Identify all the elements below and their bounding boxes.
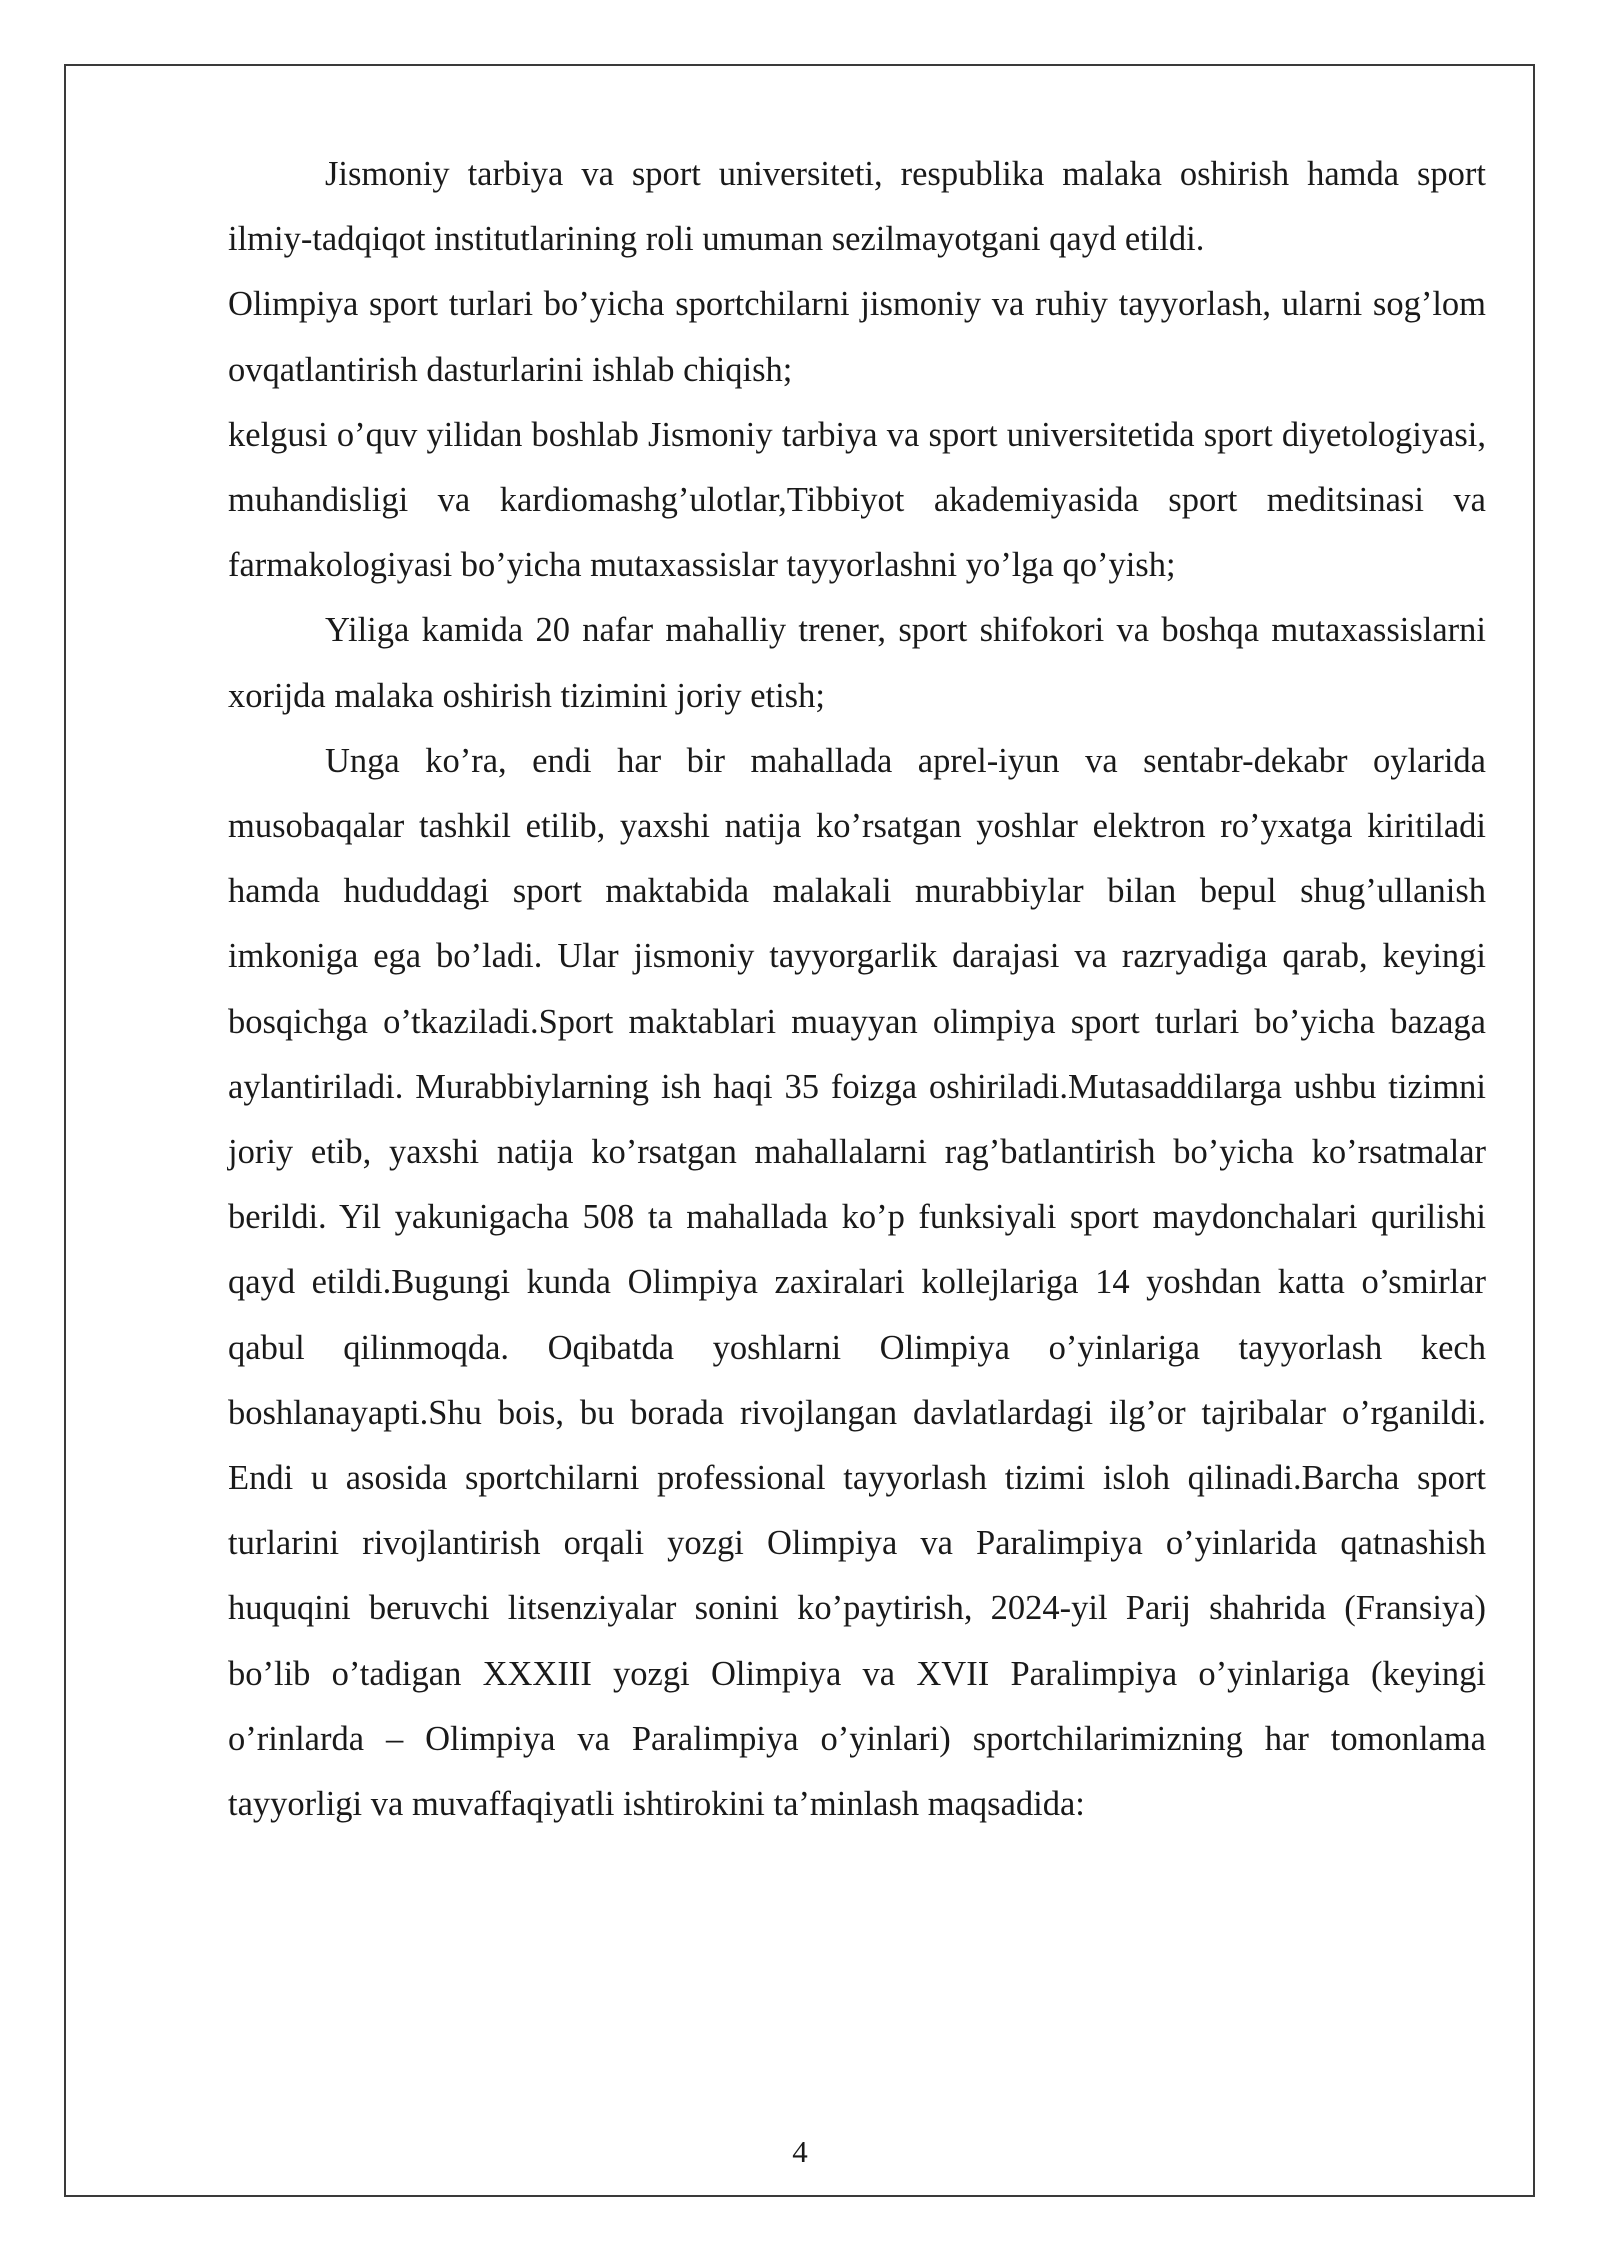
document-body (228, 142, 1486, 1837)
paragraph-3: kelgusi o’quv yilidan boshlab Jismoniy tarbiya va sport universitetida sport diyetologiyasi, muhandisligi va kardiomashg’ulotlar,Tibbiyot akademiyasida sport meditsinasi va farmakologiyasi bo’yicha mutaxassislar tayyorlashni yo’lga qo’yish; (228, 415, 1486, 585)
paragraph-4: Yiliga kamida 20 nafar mahalliy trener, sport shifokori va boshqa mutaxassislarni xorijda malaka oshirish tizimini joriy etish; (228, 611, 1486, 715)
paragraph-2: Olimpiya sport turlari bo’yicha sportchilarni jismoniy va ruhiy tayyorlash, ularni sog’lom ovqatlantirish dasturlarini ishlab chiqish; (228, 285, 1486, 389)
paragraph-5: Unga ko’ra, endi har bir mahallada aprel-iyun va sentabr-dekabr oylarida musobaqalar tashkil etilib, yaxshi natija ko’rsatgan yoshlar elektron ro’yxatga kiritiladi hamda hududdagi sport maktabida malakali murabbiylar bilan bepul shug’ullanish imkoniga ega bo’ladi. Ular jismoniy tayyorgarlik darajasi va razryadiga qarab, keyingi bosqichga o’tkaziladi.Sport maktablari muayyan olimpiya sport turlari bo’yicha bazaga aylantiriladi. Murabbiylarning ish haqi 35 foizga oshiriladi.Mutasaddilarga ushbu tizimni joriy etib, yaxshi natija ko’rsatgan mahallalarni rag’batlantirish bo’yicha ko’rsatmalar berildi. Yil yakunigacha 508 ta mahallada ko’p funksiyali sport maydonchalari qurilishi qayd etildi.Bugungi kunda Olimpiya zaxiralari kollejlariga 14 yoshdan katta o’smirlar qabul qilinmoqda. Oqibatda yoshlarni Olimpiya o’yinlariga tayyorlash kech boshlanayapti.Shu bois, bu borada rivojlangan davlatlardagi ilg’or tajribalar o’rganildi. Endi u asosida sportchilarni professional tayyorlash tizimi isloh qilinadi.Barcha sport turlarini rivojlantirish orqali yozgi Olimpiya va Paralimpiya o’yinlarida qatnashish huquqini beruvchi litsenziyalar sonini ko’paytirish, 2024-yil Parij shahrida (Fransiya) bo’lib o’tadigan XXXIII yozgi Olimpiya va XVII Paralimpiya o’yinlariga (keyingi o’rinlarda – Olimpiya va Paralimpiya o’yinlari) sportchilarimizning har tomonlama tayyorligi va muvaffaqiyatli ishtirokini ta’minlash maqsadida: (228, 741, 1486, 1824)
paragraph-1: Jismoniy tarbiya va sport universiteti, respublika malaka oshirish hamda sport ilmiy-tadqiqot institutlarining roli umuman sezilmayotgani qayd etildi. (228, 155, 1486, 259)
page-number: 4 (792, 2134, 808, 2169)
